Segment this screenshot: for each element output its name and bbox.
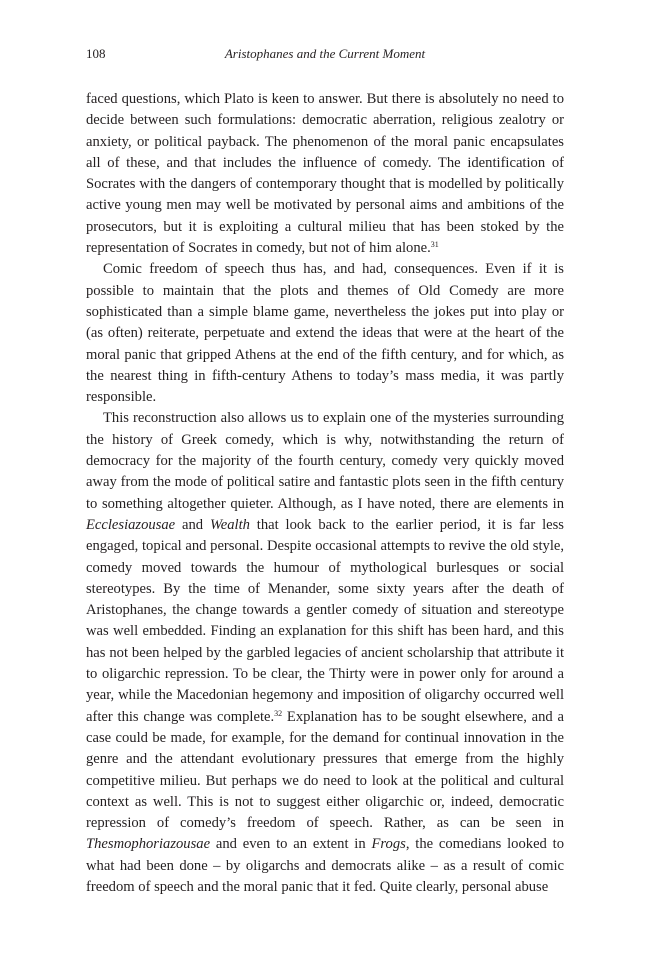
italic-title: Wealth (209, 516, 250, 533)
text-run: Comic freedom of speech thus has, and had, consequences. Even if it is possible to maintain that the plots and themes of Old Comedy are more sophisticated than a simple blame game, nevertheless the jokes put into play or (as often) reiterate, perpetuate and extend the ideas that were at the heart of the moral panic that gripped Athens at the end of the fifth century, and for which, as the nearest thing in fifth-century Athens to today’s mass media, it was partly responsible. (86, 261, 564, 406)
paragraph-2 (86, 259, 564, 408)
text-run: and (175, 516, 210, 533)
text-run: , the comedians looked to what had been done – by oligarchs and democrats alike – as a result of comic freedom of speech and the moral panic that it fed. Quite clearly, personal abuse (86, 836, 564, 895)
text-run: Explanation has to be sought elsewhere, and a case could be made, for example, for the demand for continual innovation in the genre and the attendant evolutionary pressures that emerge from the highly competitive milieu. But perhaps we do need to look at the political and cultural context as well. This is not to suggest either oligarchic or, indeed, democratic repression of comedy’s freedom of speech. Rather, as can be seen in (86, 708, 564, 832)
paragraph-1 (86, 89, 564, 259)
text-run: faced questions, which Plato is keen to answer. But there is absolutely no need to decide between such formulations: democratic aberration, religious zealotry or anxiety, or political payback. The phenomenon of the moral panic encapsulates all of these, and that includes the influence of comedy. The identification of Socrates with the dangers of contemporary thought that is modelled by politically active young men may well be motivated by personal aims and ambitions of the prosecutors, but it is exploiting a cultural milieu that has been stoked by the representation of Socrates in comedy, but not of him alone. (86, 91, 564, 257)
text-run: This reconstruction also allows us to explain one of the mysteries surrounding the history of Greek comedy, which is why, notwithstanding the return of democracy for the majority of the fourth century, comedy very quickly moved away from the mode of political satire and fantastic plots seen in the fifth century to something altogether quieter. Although, as I have noted, there are elements in (86, 410, 564, 512)
text-run: and even to an extent in (210, 836, 372, 853)
footnote-ref: 32 (274, 708, 283, 718)
footnote-ref: 31 (430, 240, 439, 250)
text-run: that look back to the earlier period, it is far less engaged, topical and personal. Despite occasional attempts to revive the old style, comedy moved towards the humour of mythological burlesques or social stereotypes. By the time of Menander, some sixty years after the death of Aristophanes, the change towards a gentler comedy of situation and stereotype was well embedded. Finding an explanation for this shift has been hard, and this has not been helped by the garbled legacies of ancient scholarship that attribute it to oligarchic repression. To be clear, the Thirty were in power only for around a year, while the Macedonian hegemony and imposition of oligarchy occurred well after this change was complete. (86, 516, 564, 725)
running-title: Aristophanes and the Current Moment (224, 46, 426, 61)
body-text (86, 89, 564, 898)
italic-title: Frogs (371, 836, 406, 853)
italic-title: Ecclesiazousae (86, 516, 176, 533)
paragraph-3 (86, 408, 564, 898)
italic-title: Thesmophoriazousae (86, 836, 211, 853)
page-number: 108 (86, 46, 106, 61)
